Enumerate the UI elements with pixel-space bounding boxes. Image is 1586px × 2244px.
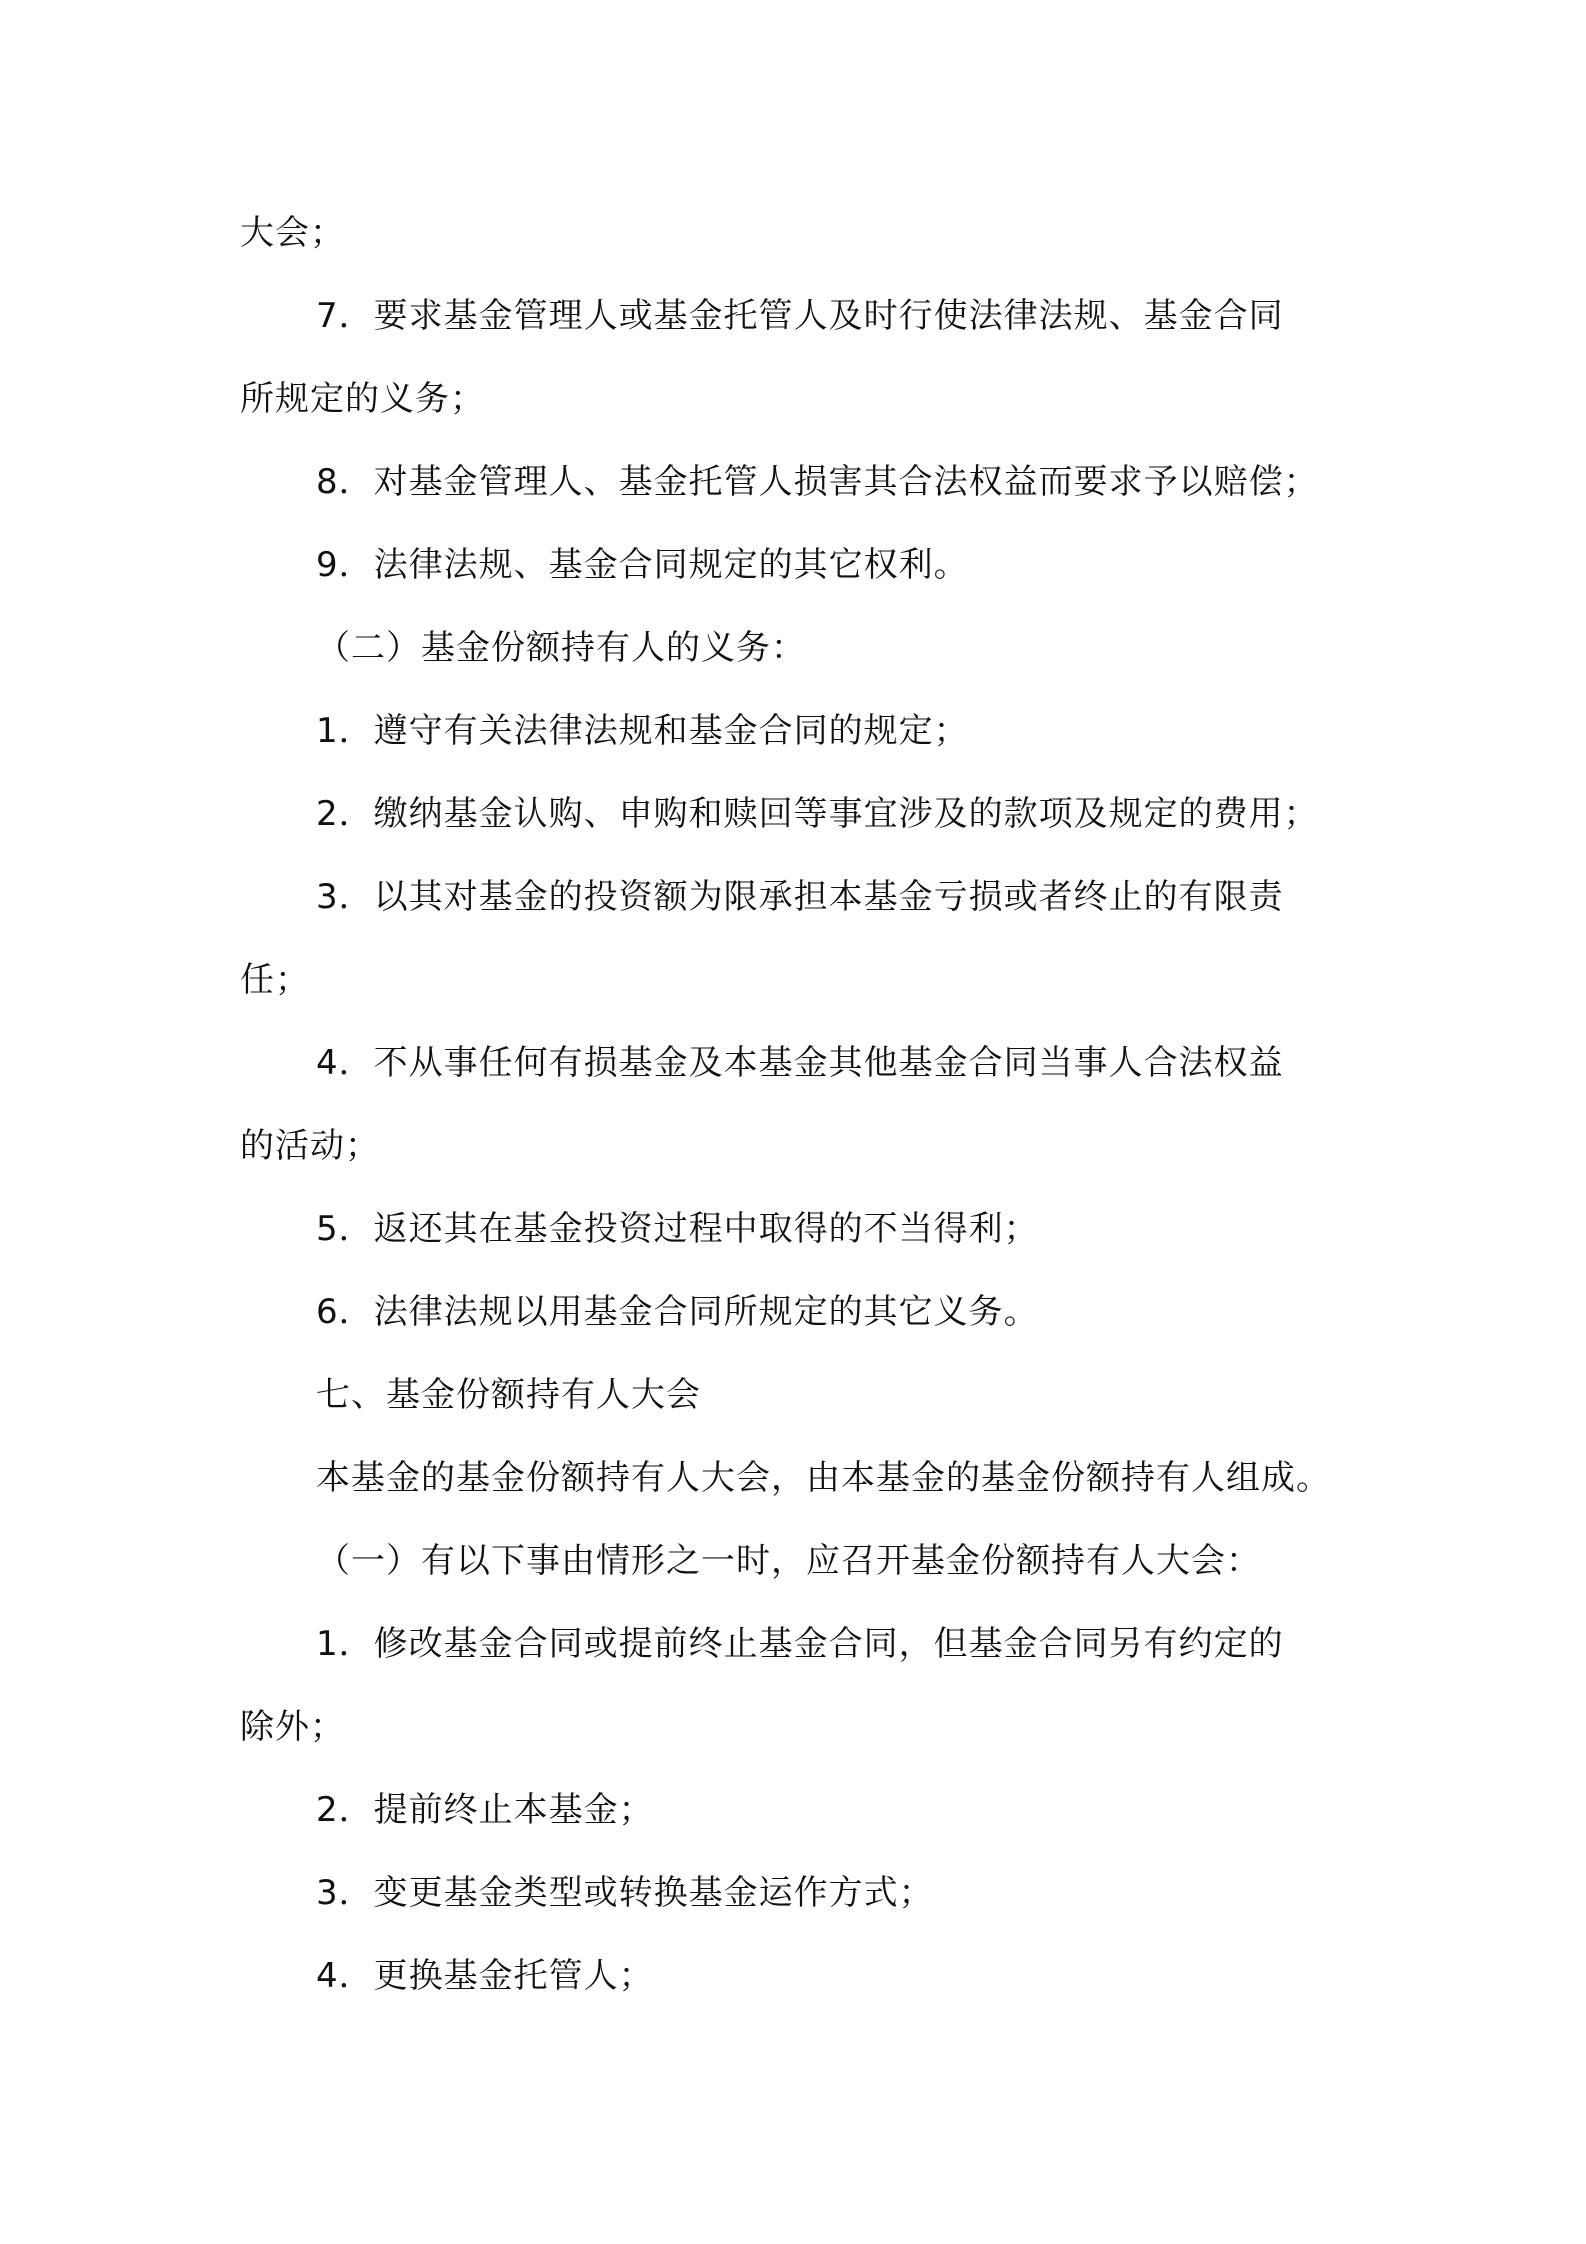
text-line: 9．法律法规、基金合同规定的其它权利。 — [316, 545, 969, 585]
text-line: 5．返还其在基金投资过程中取得的不当得利； — [316, 1209, 1039, 1249]
text-line: 2．缴纳基金认购、申购和赎回等事宜涉及的款项及规定的费用； — [316, 794, 1319, 834]
text-line: （一）有以下事由情形之一时，应召开基金份额持有人大会： — [316, 1541, 1261, 1581]
section-heading: 七、基金份额持有人大会 — [316, 1375, 701, 1415]
text-line: 大会； — [240, 213, 345, 253]
text-line: 7．要求基金管理人或基金托管人及时行使法律法规、基金合同 — [316, 296, 1284, 336]
document-body — [240, 192, 1370, 2018]
text-line: 所规定的义务； — [240, 379, 485, 419]
text-line: 除外； — [240, 1707, 345, 1747]
text-line: 的活动； — [240, 1126, 380, 1166]
text-line: 本基金的基金份额持有人大会，由本基金的基金份额持有人组成。 — [316, 1458, 1331, 1498]
text-line: 4．更换基金托管人； — [316, 1956, 654, 1996]
text-line: 8．对基金管理人、基金托管人损害其合法权益而要求予以赔偿； — [316, 462, 1319, 502]
text-line: （二）基金份额持有人的义务： — [316, 628, 806, 668]
text-line: 3．变更基金类型或转换基金运作方式； — [316, 1873, 934, 1913]
text-line: 任； — [240, 960, 310, 1000]
text-line: 2．提前终止本基金； — [316, 1790, 654, 1830]
text-line: 3．以其对基金的投资额为限承担本基金亏损或者终止的有限责 — [316, 877, 1284, 917]
text-line: 1．修改基金合同或提前终止基金合同，但基金合同另有约定的 — [316, 1624, 1284, 1664]
text-line: 4．不从事任何有损基金及本基金其他基金合同当事人合法权益 — [316, 1043, 1284, 1083]
text-line: 6．法律法规以用基金合同所规定的其它义务。 — [316, 1292, 1039, 1332]
text-line: 1．遵守有关法律法规和基金合同的规定； — [316, 711, 969, 751]
